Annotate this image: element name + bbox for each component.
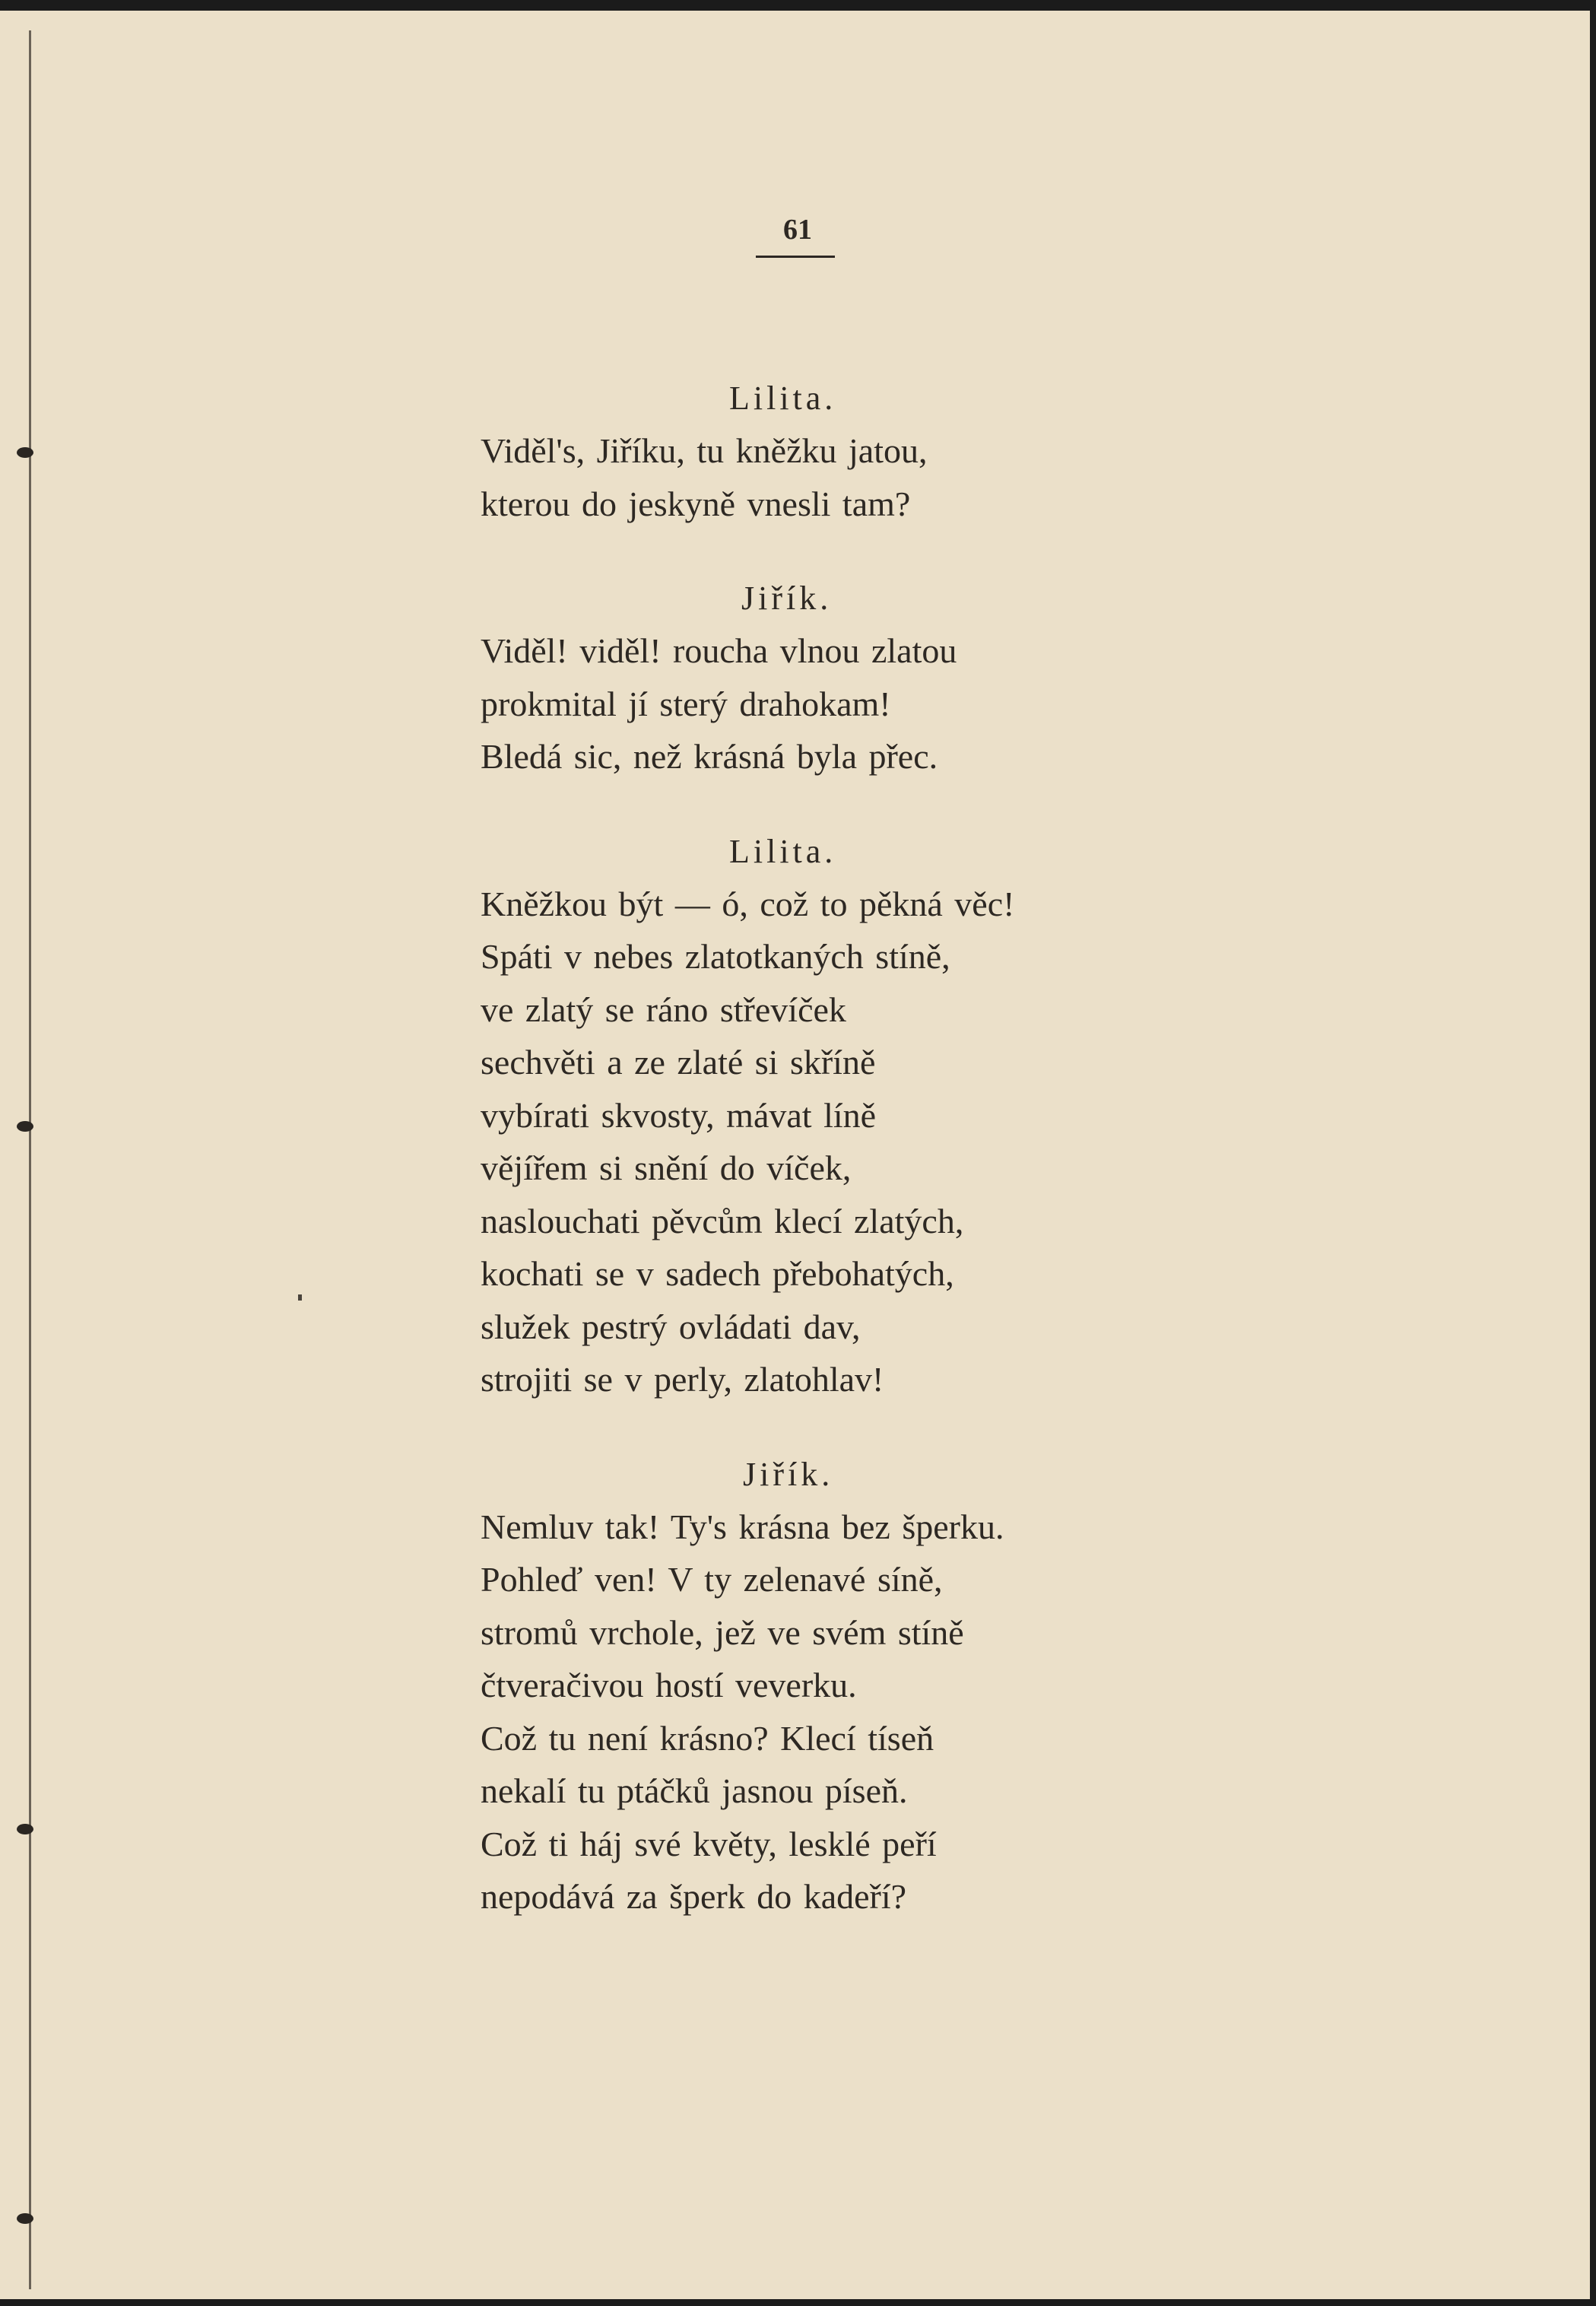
scan-border-right xyxy=(1590,0,1596,2306)
verse-line: Spáti v nebes zlatotkaných stíně, xyxy=(481,937,950,976)
page-number: 61 xyxy=(783,214,812,246)
verse-line: Viděl's, Jiříku, tu kněžku jatou, xyxy=(481,431,928,470)
binding-stitch-mark xyxy=(17,1824,33,1834)
binding-stitch-mark xyxy=(17,2213,33,2224)
binding-stitch-mark xyxy=(17,1121,33,1132)
scan-border-top xyxy=(0,0,1596,11)
speaker-name: Jiřík. xyxy=(743,1455,834,1493)
verse-line: čtveračivou hostí veverku. xyxy=(481,1666,857,1704)
verse-line: strojiti se v perly, zlatohlav! xyxy=(481,1360,884,1399)
poem-text xyxy=(481,373,1241,1923)
verse-line: kochati se v sadech přebohatých, xyxy=(481,1254,954,1293)
verse-line: sechvěti a ze zlaté si skříně xyxy=(481,1043,876,1082)
speaker-name: Lilita. xyxy=(729,832,837,870)
verse-line: Nemluv tak! Ty's krásna bez šperku. xyxy=(481,1507,1004,1546)
verse-line: prokmital jí sterý drahokam! xyxy=(481,684,891,723)
binding-edge xyxy=(29,30,31,2289)
scan-border-bottom xyxy=(0,2299,1596,2306)
ink-speck xyxy=(298,1294,302,1301)
verse-line: kterou do jeskyně vnesli tam? xyxy=(481,484,911,523)
verse-line: Viděl! viděl! roucha vlnou zlatou xyxy=(481,631,957,670)
verse-line: vějířem si snění do víček, xyxy=(481,1148,852,1187)
verse-line: nepodává za šperk do kadeří? xyxy=(481,1877,907,1916)
speaker-name: Lilita. xyxy=(729,380,837,417)
verse-line: Což tu není krásno? Klecí tíseň xyxy=(481,1718,934,1758)
verse-line: vybírati skvosty, mávat líně xyxy=(481,1095,877,1135)
verse-line: služek pestrý ovládati dav, xyxy=(481,1307,861,1346)
speaker-name: Jiřík. xyxy=(741,580,833,617)
verse-line: ve zlatý se ráno střevíček xyxy=(481,989,846,1029)
page-number-rule xyxy=(756,256,835,258)
verse-line: naslouchati pěvcům klecí zlatých, xyxy=(481,1201,964,1240)
binding-stitch-mark xyxy=(17,447,33,458)
verse-line: nekalí tu ptáčků jasnou píseň. xyxy=(481,1771,908,1810)
verse-line: Bledá sic, než krásná byla přec. xyxy=(481,737,938,776)
verse-line: stromů vrchole, jež ve svém stíně xyxy=(481,1612,964,1652)
verse-line: Pohleď ven! V ty zelenavé síně, xyxy=(481,1560,943,1599)
verse-line: Kněžkou být — ó, což to pěkná věc! xyxy=(481,884,1015,923)
verse-line: Což ti háj své květy, lesklé peří xyxy=(481,1824,937,1863)
